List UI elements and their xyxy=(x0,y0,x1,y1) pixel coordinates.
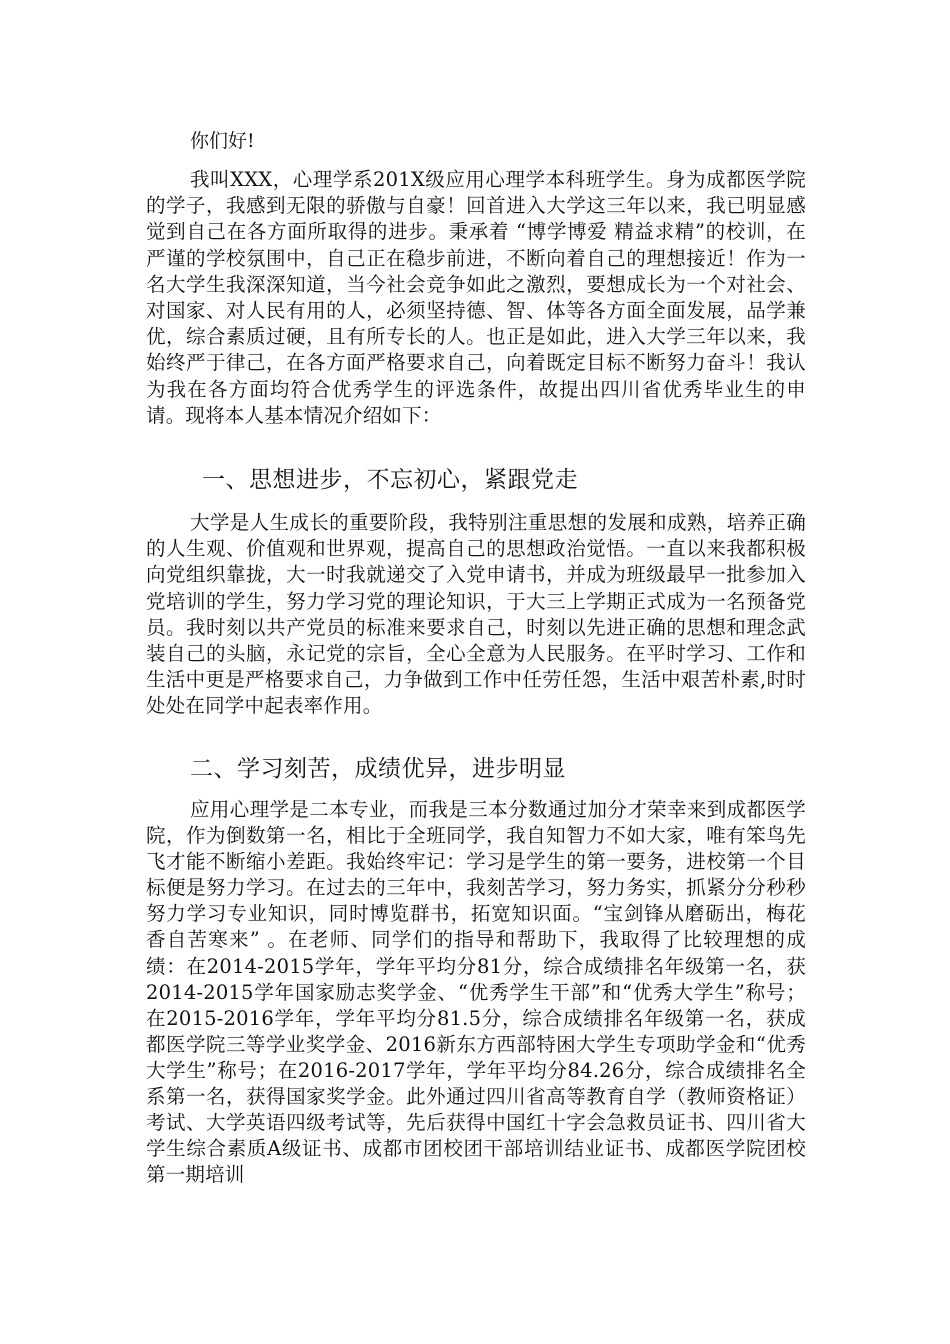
greeting: 你们好! xyxy=(190,130,255,152)
section-heading-2: 二、学习刻苦，成绩优异，进步明显 xyxy=(190,756,566,782)
section-2-paragraph: 应用心理学是二本专业，而我是三本分数通过加分才荣幸来到成都医学院，作为倒数第一名，相比于全班同学，我自知智力不如大家，唯有笨鸟先飞才能不断缩小差距。我始终牢记：学习是学生的第一要务，进校第一个目标便是努力学习。在过去的三年中，我刻苦学习，努力务实，抓紧分分秒秒努力学习专业知识，同时博览群书，拓宽知识面。“宝剑锋从磨砺出，梅花香自苦寒来” 。在老师、同学们的指导和帮助下，我取得了比较理想的成绩：在2014-2015学年，学年平均分81分，综合成绩排名年级第一名，获2014-2015学年国家励志奖学金、“优秀学生干部”和“优秀大学生”称号；在2015-2016学年，学年平均分81.5分，综合成绩排名年级第一名，获成都医学院三等学业奖学金、2016新东方西部特困大学生专项助学金和“优秀大学生”称号；在2016-2017学年，学年平均分84.26分，综合成绩排名全系第一名，获得国家奖学金。此外通过四川省高等教育自学（教师资格证）考试、大学英语四级考试等，先后获得中国红十字会急救员证书、四川省大学生综合素质A级证书、成都市团校团干部培训结业证书、成都医学院团校第一期培训 xyxy=(146,798,806,1187)
section-heading-1: 一、思想进步，不忘初心，紧跟党走 xyxy=(202,467,578,493)
section-1-paragraph: 大学是人生成长的重要阶段，我特别注重思想的发展和成熟，培养正确的人生观、价值观和世界观，提高自己的思想政治觉悟。一直以来我都积极向党组织靠拢，大一时我就递交了入党申请书，并成为班级最早一批参加入党培训的学生，努力学习党的理论知识，于大三上学期正式成为一名预备党员。我时刻以共产党员的标准来要求自己，时刻以先进正确的思想和理念武装自己的头脑，永记党的宗旨，全心全意为人民服务。在平时学习、工作和生活中更是严格要求自己，力争做到工作中任劳任怨，生活中艰苦朴素,时时处处在同学中起表率作用。 xyxy=(146,511,806,718)
intro-paragraph: 我叫XXX，心理学系201X级应用心理学本科班学生。身为成都医学院的学子，我感到无限的骄傲与自豪！回首进入大学这三年以来，我已明显感觉到自己在各方面所取得的进步。秉承着 “博学博爱 精益求精”的校训，在严谨的学校氛围中，自己正在稳步前进，不断向着自己的理想接近！作为一名大学生我深深知道，当今社会竞争如此之激烈，要想成长为一个对社会、对国家、对人民有用的人，必须坚持德、智、体等各方面全面发展，品学兼优，综合素质过硬，且有所专长的人。也正是如此，进入大学三年以来，我始终严于律己，在各方面严格要求自己，向着既定目标不断努力奋斗！我认为我在各方面均符合优秀学生的评选条件，故提出四川省优秀毕业生的申请。现将本人基本情况介绍如下： xyxy=(146,168,806,427)
